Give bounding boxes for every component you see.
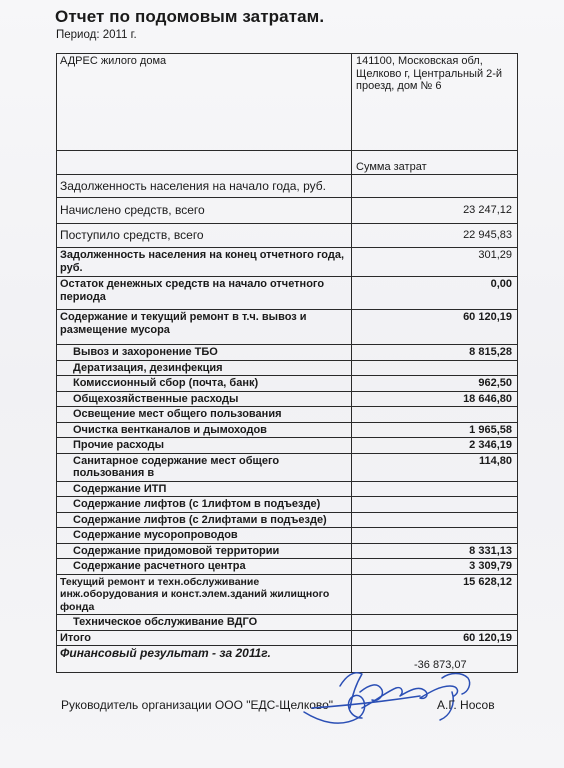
table-row xyxy=(57,54,518,151)
row-label: Текущий ремонт и техн.обслуживание инж.оборудования и конст.элем.зданий жилищного фонда xyxy=(57,574,352,615)
row-value: 15 628,12 xyxy=(352,574,518,615)
table-row xyxy=(57,528,518,544)
table-row xyxy=(57,198,518,224)
row-label: Начислено средств, всего xyxy=(57,198,352,224)
row-label: Прочие расходы xyxy=(57,438,352,454)
row-label: Техническое обслуживание ВДГО xyxy=(57,615,352,631)
row-label: Вывоз и захоронение ТБО xyxy=(57,345,352,361)
row-value xyxy=(352,512,518,528)
row-value: 3 309,79 xyxy=(352,559,518,575)
row-value xyxy=(352,497,518,513)
table-row xyxy=(57,422,518,438)
table-row xyxy=(57,481,518,497)
row-label: Очистка вентканалов и дымоходов xyxy=(57,422,352,438)
row-label: Поступило средств, всего xyxy=(57,224,352,248)
table-row xyxy=(57,360,518,376)
table-row xyxy=(57,248,518,277)
table-row xyxy=(57,543,518,559)
row-label: Общехозяйственные расходы xyxy=(57,391,352,407)
row-value: 18 646,80 xyxy=(352,391,518,407)
header-blank xyxy=(57,151,352,175)
row-label: Комиссионный сбор (почта, банк) xyxy=(57,376,352,392)
address-label: АДРЕС жилого дома xyxy=(57,54,352,151)
row-label: Освещение мест общего пользования xyxy=(57,407,352,423)
report-period: Период: 2011 г. xyxy=(56,29,137,41)
row-value xyxy=(352,407,518,423)
financial-result-value: -36 873,07 xyxy=(352,646,518,673)
handwritten-signature xyxy=(300,662,480,732)
sum-header: Сумма затрат xyxy=(352,151,518,175)
row-value xyxy=(352,360,518,376)
row-value: 962,50 xyxy=(352,376,518,392)
row-label: Содержание лифтов (с 1лифтом в подъезде) xyxy=(57,497,352,513)
table-row xyxy=(57,438,518,454)
row-value: 60 120,19 xyxy=(352,630,518,646)
row-value: 23 247,12 xyxy=(352,198,518,224)
expense-table xyxy=(56,53,518,673)
row-label: Дератизация, дезинфекция xyxy=(57,360,352,376)
table-row xyxy=(57,512,518,528)
row-label: Содержание расчетного центра xyxy=(57,559,352,575)
row-label: Итого xyxy=(57,630,352,646)
row-value: 0,00 xyxy=(352,277,518,310)
row-label: Содержание придомовой территории xyxy=(57,543,352,559)
table-row xyxy=(57,376,518,392)
table-row xyxy=(57,497,518,513)
row-value xyxy=(352,615,518,631)
table-row xyxy=(57,151,518,175)
org-head-line: Руководитель организации ООО "ЕДС-Щелково" xyxy=(61,698,334,712)
row-value xyxy=(352,481,518,497)
financial-result-label: Финансовый результат - за 2011г. xyxy=(57,646,352,673)
row-value: 2 346,19 xyxy=(352,438,518,454)
address-value: 141100, Московская обл, Щелково г, Центральный 2-й проезд, дом № 6 xyxy=(352,54,518,151)
row-label: Содержание мусоропроводов xyxy=(57,528,352,544)
row-value: 8 331,13 xyxy=(352,543,518,559)
table-row xyxy=(57,310,518,345)
row-label: Санитарное содержание мест общего пользования в xyxy=(57,453,352,481)
row-label: Остаток денежных средств на начало отчетного периода xyxy=(57,277,352,310)
table-row xyxy=(57,630,518,646)
table-row xyxy=(57,559,518,575)
table-row xyxy=(57,345,518,361)
row-label: Задолженность населения на конец отчетного года, руб. xyxy=(57,248,352,277)
row-value: 1 965,58 xyxy=(352,422,518,438)
signer-name: А.Г. Носов xyxy=(437,698,495,712)
row-label: Содержание лифтов (с 2лифтами в подъезде) xyxy=(57,512,352,528)
row-value xyxy=(352,528,518,544)
row-label: Задолженность населения на начало года, руб. xyxy=(57,175,352,198)
table-row xyxy=(57,453,518,481)
row-label: Содержание ИТП xyxy=(57,481,352,497)
row-value: 22 945,83 xyxy=(352,224,518,248)
table-row xyxy=(57,391,518,407)
row-label: Содержание и текущий ремонт в т.ч. вывоз и размещение мусора xyxy=(57,310,352,345)
row-value: 60 120,19 xyxy=(352,310,518,345)
table-row xyxy=(57,224,518,248)
row-value xyxy=(352,175,518,198)
row-value: 301,29 xyxy=(352,248,518,277)
row-value: 8 815,28 xyxy=(352,345,518,361)
table-row xyxy=(57,574,518,615)
table-row xyxy=(57,407,518,423)
table-row xyxy=(57,175,518,198)
row-value: 114,80 xyxy=(352,453,518,481)
table-row xyxy=(57,277,518,310)
report-title: Отчет по подомовым затратам. xyxy=(55,7,325,26)
table-row xyxy=(57,615,518,631)
